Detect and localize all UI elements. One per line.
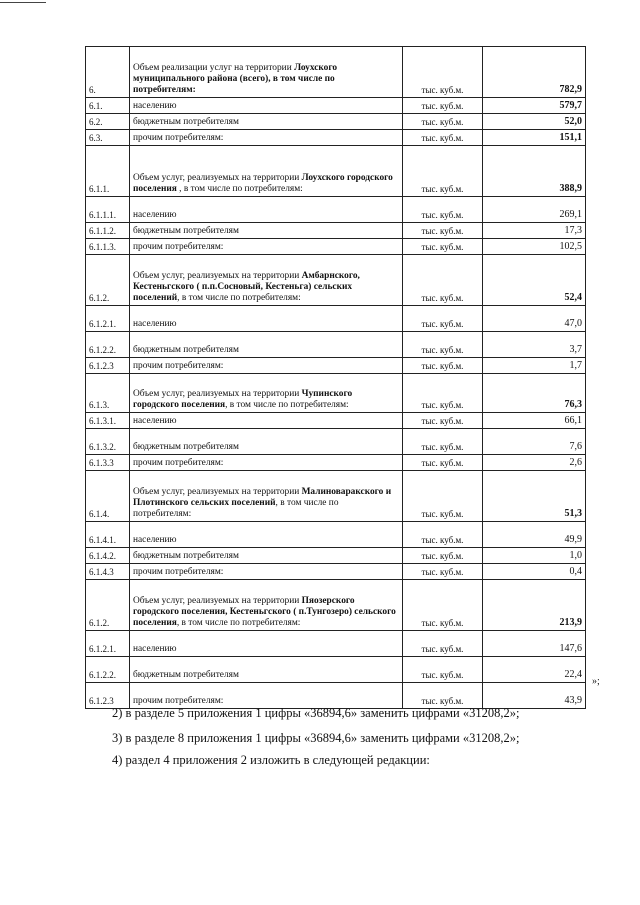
row-unit: тыс. куб.м.	[403, 429, 483, 455]
row-number: 6.1.3.1.	[86, 413, 130, 429]
table-row	[86, 413, 586, 429]
row-description: прочим потребителям:	[130, 564, 403, 580]
row-description: населению	[130, 306, 403, 332]
table-row	[86, 580, 586, 631]
row-description: Объем услуг, реализуемых на территории Малиноваракского и Плотинского сельских поселений, в том числе по потребителям:	[130, 471, 403, 522]
row-value: 388,9	[483, 146, 586, 197]
row-number: 6.1.3.	[86, 374, 130, 413]
row-unit: тыс. куб.м.	[403, 223, 483, 239]
row-number: 6.1.2.2.	[86, 332, 130, 358]
row-value: 1,0	[483, 548, 586, 564]
amendment-paragraph-3: 3) в разделе 8 приложения 1 цифры «36894,6» заменить цифрами «31208,2»;	[112, 731, 520, 745]
row-unit: тыс. куб.м.	[403, 522, 483, 548]
row-number: 6.1.2.1.	[86, 306, 130, 332]
row-number: 6.1.4.1.	[86, 522, 130, 548]
row-number: 6.2.	[86, 114, 130, 130]
row-number: 6.1.	[86, 98, 130, 114]
row-description: населению	[130, 197, 403, 223]
row-number: 6.3.	[86, 130, 130, 146]
row-value: 151,1	[483, 130, 586, 146]
top-rule	[0, 2, 46, 3]
table-row	[86, 223, 586, 239]
row-description: прочим потребителям:	[130, 130, 403, 146]
row-number: 6.1.3.3	[86, 455, 130, 471]
row-description: прочим потребителям:	[130, 683, 403, 709]
row-number: 6.1.4.	[86, 471, 130, 522]
row-value: 76,3	[483, 374, 586, 413]
row-value: 47,0	[483, 306, 586, 332]
row-value: 102,5	[483, 239, 586, 255]
row-unit: тыс. куб.м.	[403, 197, 483, 223]
row-value: 1,7	[483, 358, 586, 374]
row-value: 782,9	[483, 47, 586, 98]
row-unit: тыс. куб.м.	[403, 413, 483, 429]
row-unit: тыс. куб.м.	[403, 564, 483, 580]
row-description: Объем услуг, реализуемых на территории Лоухского городского поселения , в том числе по потребителям:	[130, 146, 403, 197]
row-description: Объем услуг, реализуемых на территории Амбарнского, Кестеньгского ( п.п.Сосновый, Кестеньга) сельских поселений, в том числе по потребителям:	[130, 255, 403, 306]
table-row	[86, 683, 586, 709]
row-number: 6.1.4.2.	[86, 548, 130, 564]
row-unit: тыс. куб.м.	[403, 114, 483, 130]
table-row	[86, 358, 586, 374]
row-number: 6.1.1.	[86, 146, 130, 197]
row-value: 213,9	[483, 580, 586, 631]
table-row	[86, 455, 586, 471]
row-number: 6.1.4.3	[86, 564, 130, 580]
row-description: бюджетным потребителям	[130, 223, 403, 239]
row-unit: тыс. куб.м.	[403, 683, 483, 709]
row-description: прочим потребителям:	[130, 239, 403, 255]
row-value: 66,1	[483, 413, 586, 429]
table-row	[86, 522, 586, 548]
row-value: 147,6	[483, 631, 586, 657]
row-unit: тыс. куб.м.	[403, 580, 483, 631]
table-row	[86, 255, 586, 306]
row-number: 6.1.2.	[86, 580, 130, 631]
table-row	[86, 631, 586, 657]
row-value: 269,1	[483, 197, 586, 223]
table-row	[86, 548, 586, 564]
row-value: 43,9	[483, 683, 586, 709]
table-row	[86, 374, 586, 413]
row-value: 51,3	[483, 471, 586, 522]
row-unit: тыс. куб.м.	[403, 98, 483, 114]
row-number: 6.1.1.3.	[86, 239, 130, 255]
row-number: 6.1.3.2.	[86, 429, 130, 455]
amendment-paragraph-2: 2) в разделе 5 приложения 1 цифры «36894,6» заменить цифрами «31208,2»;	[112, 706, 520, 720]
row-unit: тыс. куб.м.	[403, 374, 483, 413]
row-unit: тыс. куб.м.	[403, 631, 483, 657]
row-unit: тыс. куб.м.	[403, 358, 483, 374]
row-unit: тыс. куб.м.	[403, 239, 483, 255]
row-number: 6.1.1.2.	[86, 223, 130, 239]
row-description: Объем реализации услуг на территории Лоухского муниципального района (всего), в том числе по потребителям:	[130, 47, 403, 98]
closing-quote-mark: »;	[592, 676, 600, 687]
row-number: 6.1.1.1.	[86, 197, 130, 223]
amendment-paragraph-4: 4) раздел 4 приложения 2 изложить в следующей редакции:	[112, 753, 430, 767]
row-number: 6.1.2.	[86, 255, 130, 306]
row-description: Объем услуг, реализуемых на территории Пяозерского городского поселения, Кестеньгского ( п.Тунгозеро) сельского поселения, в том числе по потребителям:	[130, 580, 403, 631]
row-unit: тыс. куб.м.	[403, 471, 483, 522]
table-row	[86, 332, 586, 358]
table-row	[86, 98, 586, 114]
row-description: прочим потребителям:	[130, 455, 403, 471]
row-unit: тыс. куб.м.	[403, 130, 483, 146]
table-row	[86, 239, 586, 255]
row-number: 6.1.2.3	[86, 358, 130, 374]
table-row	[86, 657, 586, 683]
row-unit: тыс. куб.м.	[403, 332, 483, 358]
row-number: 6.1.2.3	[86, 683, 130, 709]
row-number: 6.1.2.1.	[86, 631, 130, 657]
table-row	[86, 146, 586, 197]
row-unit: тыс. куб.м.	[403, 548, 483, 564]
table-row	[86, 114, 586, 130]
row-description: бюджетным потребителям	[130, 332, 403, 358]
table-row	[86, 471, 586, 522]
table-row	[86, 306, 586, 332]
row-value: 22,4	[483, 657, 586, 683]
row-unit: тыс. куб.м.	[403, 306, 483, 332]
row-value: 49,9	[483, 522, 586, 548]
row-description: населению	[130, 522, 403, 548]
row-unit: тыс. куб.м.	[403, 47, 483, 98]
row-description: Объем услуг, реализуемых на территории Чупинского городского поселения, в том числе по потребителям:	[130, 374, 403, 413]
row-value: 52,4	[483, 255, 586, 306]
row-description: бюджетным потребителям	[130, 548, 403, 564]
table-row	[86, 429, 586, 455]
row-value: 2,6	[483, 455, 586, 471]
row-value: 579,7	[483, 98, 586, 114]
row-description: бюджетным потребителям	[130, 429, 403, 455]
row-value: 3,7	[483, 332, 586, 358]
row-description: населению	[130, 98, 403, 114]
volume-table	[85, 46, 586, 709]
row-unit: тыс. куб.м.	[403, 657, 483, 683]
row-value: 17,3	[483, 223, 586, 239]
table-row	[86, 47, 586, 98]
table-row	[86, 130, 586, 146]
row-value: 0,4	[483, 564, 586, 580]
row-unit: тыс. куб.м.	[403, 455, 483, 471]
row-description: бюджетным потребителям	[130, 114, 403, 130]
row-description: бюджетным потребителям	[130, 657, 403, 683]
table-row	[86, 564, 586, 580]
row-unit: тыс. куб.м.	[403, 255, 483, 306]
row-description: населению	[130, 413, 403, 429]
table-row	[86, 197, 586, 223]
row-description: населению	[130, 631, 403, 657]
row-number: 6.1.2.2.	[86, 657, 130, 683]
row-number: 6.	[86, 47, 130, 98]
row-unit: тыс. куб.м.	[403, 146, 483, 197]
row-value: 7,6	[483, 429, 586, 455]
row-value: 52,0	[483, 114, 586, 130]
row-description: прочим потребителям:	[130, 358, 403, 374]
